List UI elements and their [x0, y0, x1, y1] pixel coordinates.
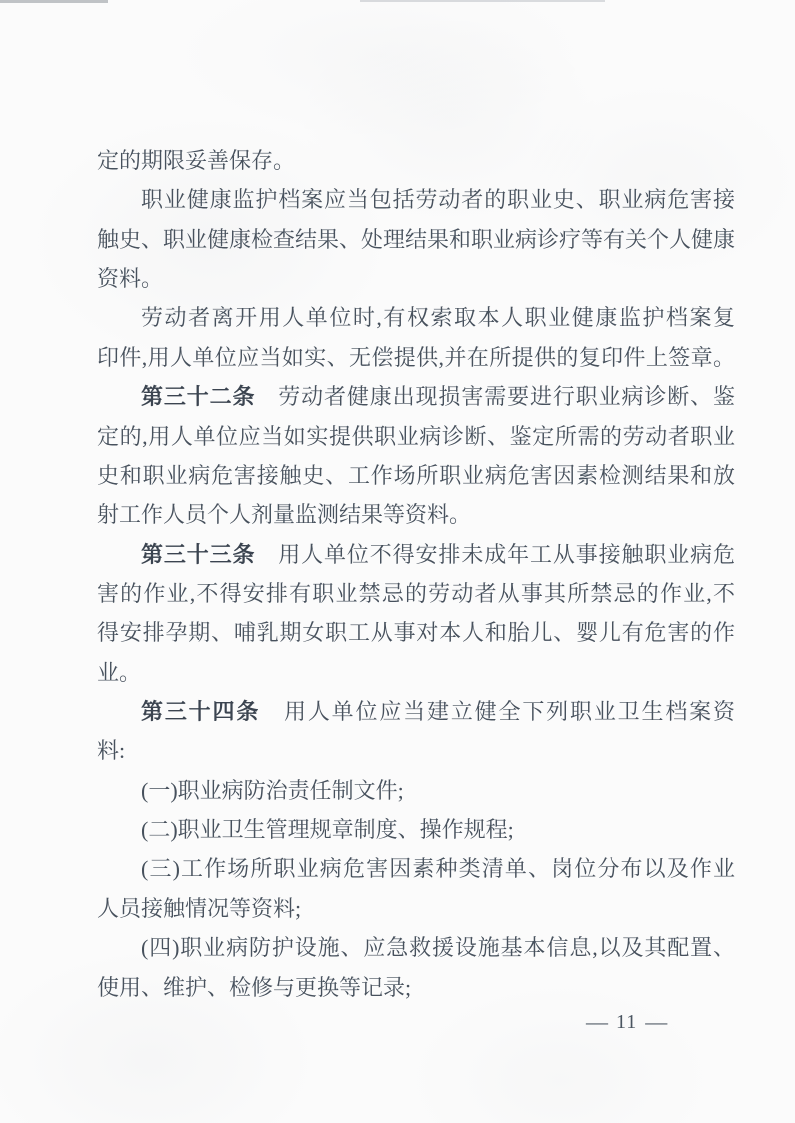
text-line: 使用、维护、检修与更换等记录; [97, 974, 412, 1000]
text-line: 定的期限妥善保存。 [97, 148, 296, 173]
text-line: (一)职业病防治责任制文件; [141, 777, 404, 803]
text-line: 害的作业,不得安排有职业禁忌的劳动者从事其所禁忌的作业,不 [97, 580, 735, 606]
text-line: 职业健康监护档案应当包括劳动者的职业史、职业病危害接 [141, 187, 735, 213]
text-line: 史和职业病危害接触史、工作场所职业病危害因素检测结果和放 [97, 462, 735, 488]
page-number [586, 1011, 667, 1033]
text-line: 得安排孕期、哺乳期女职工从事对本人和胎儿、婴儿有危害的作 [97, 620, 735, 646]
text-line: 触史、职业健康检查结果、处理结果和职业病诊疗等有关个人健康 [97, 226, 736, 252]
text-line: 劳动者离开用人单位时,有权索取本人职业健康监护档案复 [141, 305, 735, 331]
document-body [97, 141, 735, 1007]
text-line: 印件,用人单位应当如实、无偿提供,并在所提供的复印件上签章。 [97, 344, 735, 370]
article-number: 第三十二条 [141, 384, 256, 410]
text-line: 资料。 [97, 266, 164, 292]
text-line: 第三十二条 劳动者健康出现损害需要进行职业病诊断、鉴 [141, 384, 735, 410]
page-number-value: 11 [616, 1011, 638, 1033]
text-line: 射工作人员个人剂量监测结果等资料。 [97, 502, 472, 528]
scan-edge-artifact [360, 0, 605, 2]
page-number-left-dash: — [586, 1009, 608, 1034]
article-number: 第三十三条 [141, 541, 256, 567]
scan-edge-artifact [0, 0, 108, 3]
text-line: 第三十三条 用人单位不得安排未成年工从事接触职业病危 [141, 541, 735, 567]
page-number-right-dash: — [645, 1009, 668, 1034]
text-line: (四)职业病防护设施、应急救援设施基本信息,以及其配置、 [141, 935, 735, 961]
text-line: 定的,用人单位应当如实提供职业病诊断、鉴定所需的劳动者职业 [97, 423, 735, 449]
text-line: 第三十四条 用人单位应当建立健全下列职业卫生档案资 [141, 699, 735, 725]
text-line: (三)工作场所职业病危害因素种类清单、岗位分布以及作业 [141, 856, 735, 882]
text-line: (二)职业卫生管理规章制度、操作规程; [141, 817, 514, 843]
text-line: 料: [97, 738, 126, 764]
text-line: 人员接触情况等资料; [97, 895, 302, 921]
article-number: 第三十四条 [141, 699, 261, 725]
text-line: 业。 [97, 659, 142, 685]
